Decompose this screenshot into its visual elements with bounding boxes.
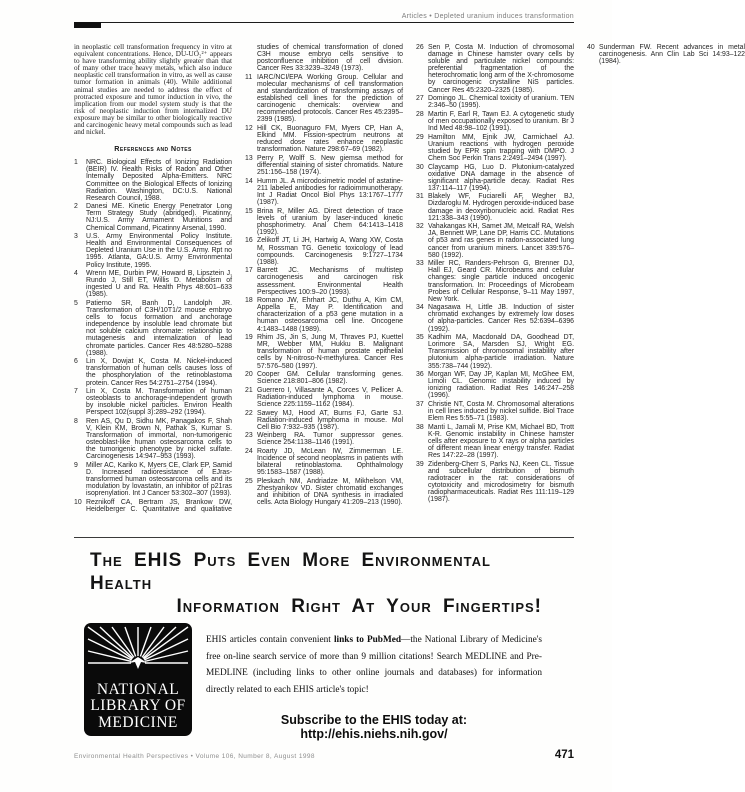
reference-item (245, 432, 403, 446)
reference-number: 2 (74, 203, 78, 211)
reference-item (74, 462, 232, 497)
reference-number: 11 (245, 73, 253, 81)
reference-item (416, 111, 574, 132)
reference-text: Miller AC, Kariko K, Myers CE, Clark EP, Samid D. Increased radioresistance of EJras-transformed human osteosarcoma cells and its modulation by lovastatin, an inhibitor of p21ras isoprenylation. Int J Cancer 53:302–307 (1993). (86, 462, 232, 498)
reference-text: Danesi ME. Kinetic Energy Penetrator Long Term Strategy Study (abridged). Picatinny, NJ:U.S. Army Armament Munitions and Chemical Command, Picatinny Arsenal, 1990. (86, 203, 232, 232)
reference-item (74, 418, 232, 461)
reference-text: Domingo JL. Chemical toxicity of uranium. TEN 2:346–50 (1995). (428, 95, 574, 110)
reference-text: Vahakangas KH, Samet JM, Metcalf RA, Welsh JA, Bennett WP, Lane DP, Harris CC. Mutations of p53 and ras genes in radon-associated lung cancer from uranium miners. Lancet 339:576–580 (1992). (428, 223, 574, 259)
reference-item (416, 371, 574, 399)
reference-number: 23 (245, 432, 253, 440)
reference-item (416, 134, 574, 162)
reference-text: Reznikoff CA, Bertram JS, Brankow DW, Heidelberger C. Quantitative and qualitative studies of chemical transformation of cloned C3H mouse embryo cells sensitive to postconfluence inhibition of cell division. Cancer Res 33:3239–3249 (1973). (86, 44, 403, 514)
reference-item (74, 300, 232, 357)
reference-number: 25 (245, 477, 253, 485)
reference-item (74, 358, 232, 386)
reference-item (416, 44, 574, 94)
reference-item (245, 74, 403, 124)
reference-text: Lin X, Dowjat K, Costa M. Nickel-induced transformation of human cells causes loss of the phosphorylation of the retinoblastoma protein. Cancer Res 54:2751–2754 (1994). (86, 358, 232, 387)
reference-item (74, 159, 232, 202)
reference-text: Kadhim MA, Macdonald DA, Goodhead DT, Lorimore SA, Marsden SJ, Wright EG. Transmission of chromosomal instability after plutonium alpha-particle irradiation. Nature 355:738–744 (1992). (428, 334, 574, 370)
reference-number: 38 (416, 423, 424, 431)
reference-text: Lin X, Costa M. Transformation of human osteoblasts to anchorage-independent growth by insoluble nickel particles. Environ Health Perspect 102(suppl 3):289–292 (1994). (86, 388, 232, 417)
reference-item (245, 155, 403, 176)
subscribe-cta (206, 713, 542, 741)
reference-item (416, 260, 574, 303)
reference-number: 13 (245, 154, 253, 162)
reference-text: Hamilton MM, Ejnik JW, Carmichael AJ. Uranium reactions with hydrogen peroxide studied by EPR spin trapping with DMPO. J Chem Soc Perkin Trans 2:2491–2494 (1997). (428, 133, 574, 162)
reference-item (74, 203, 232, 231)
closing-paragraph: in neoplastic cell transformation frequency in vitro at equivalent concentrations. Hence, DU-UO₂²⁺ appears to have transforming ability slightly greater than that of many other trace heavy metals, which also induce neoplastic cell transformation in vitro, as well as cause tumor formation in animals (40). While additional animal studies are needed to address the effect of protracted exposure and tumor induction in vivo, the implication from our model system study is that the risk of neoplastic induction from internalized DU exposure may be similar to other biologically reactive and carcinogenic heavy metal compounds such as lead and nickel. (74, 43, 232, 137)
running-head-text: Articles • Depleted uranium induces transformation (401, 13, 574, 20)
reference-item (245, 371, 403, 385)
reference-text: Brina R, Miller AG. Direct detection of trace levels of uranium by laser-induced kinetic phosphorimetry. Anal Chem 64:1413–1418 (1992). (257, 207, 403, 236)
reference-item (245, 237, 403, 265)
reference-item (416, 95, 574, 109)
reference-item (416, 304, 574, 332)
reference-number: 32 (416, 223, 424, 231)
reference-number: 33 (416, 260, 424, 268)
ad-body-row (84, 623, 542, 741)
reference-item (245, 208, 403, 236)
ad-headline-line2: Information Right At Your Fingertips! (176, 596, 542, 617)
reference-number: 31 (416, 193, 424, 201)
reference-item (74, 270, 232, 298)
reference-number: 28 (416, 110, 424, 118)
reference-text: IARC/NCI/EPA Working Group. Cellular and molecular mechanisms of cell transformation and standardization of transforming assays of established cell lines for the prediction of carcinogenic chemicals: overview and recommended protocols. Cancer Res 45:2395–2399 (1985). (257, 73, 403, 124)
reference-text: Zelikoff JT, Li JH, Hartwig A, Wang XW, Costa M, Rossman TG. Genetic toxicology of lead compounds. Carcinogenesis 9:1727–1734 (1988). (257, 237, 403, 266)
reference-number: 19 (245, 334, 253, 342)
reference-item (416, 164, 574, 192)
reference-text: NRC. Biological Effects of Ionizing Radiation (BEIR) IV. Health Risks of Radon and Other Internally Deposited Alpha-Emitters. NRC Committee on the Biological Effects of Ionizing Radiation. Washington, DC:U.S. National Research Council, 1988. (86, 159, 232, 202)
reference-item (416, 223, 574, 258)
reference-text: Christie NT, Costa M. Chromosomal alterations in cell lines induced by nickel sulfide. Biol Trace Elem Res 5:55–71 (1983). (428, 401, 574, 423)
reference-number: 16 (245, 237, 253, 245)
reference-text: Humm JL. A microdosimetric model of astatine-211 labeled antibodies for radioimmunotherapy. Int J Radiat Oncol Biol Phys 13:1767–1777 (1987). (257, 177, 403, 206)
reference-item (416, 401, 574, 422)
reference-number: 30 (416, 163, 424, 171)
reference-number: 8 (74, 418, 78, 425)
reference-item (74, 233, 232, 268)
reference-text: Blakely WF, Fuciarelli AF, Wegher BJ, Dizdaroglu M. Hydrogen peroxide-induced base damage in deoxyribonucleic acid. Radiat Res 121:338–343 (1990). (428, 193, 574, 222)
reference-number: 14 (245, 177, 253, 185)
reference-number: 5 (74, 300, 78, 307)
reference-text: Roarty JD, McLean IW, Zimmerman LE. Incidence of second neoplasms in patients with bilateral retinoblastoma. Ophthalmology 95:1583–1587 (1988). (257, 448, 403, 477)
reference-text: Zidenberg-Cherr S, Parks NJ, Keen CL. Tissue and subcellular distribution of bismuth radiotracer in the rat: considerations of cytotoxicity and microdosimetry for bismuth radiopharmaceuticals. Radiat Res 111:119–129 (1987). (428, 460, 574, 504)
reference-number: 17 (245, 267, 253, 275)
reference-text: Cooper GM. Cellular transforming genes. Science 218:801–806 (1982). (257, 371, 403, 386)
reference-item (245, 387, 403, 408)
reference-text: Weinberg RA. Tumor suppressor genes. Science 254:1138–1146 (1991). (257, 432, 403, 447)
reference-item (416, 424, 574, 459)
reference-number: 6 (74, 358, 78, 366)
reference-number: 24 (245, 448, 253, 456)
reference-text: Perry P, Wolff S. New giemsa method for differential staining of sister chromatids. Nature 251:156–158 (1974). (257, 154, 403, 177)
reference-text: U.S. Army Environmental Policy Institute. Health and Environmental Consequences of Depleted Uranium Use in the U.S. Army. Rpt no 1995. Atlanta, GA:U.S. Army Environmental Policy Institute, 1995. (86, 233, 232, 269)
subscribe-url[interactable]: http://ehis.niehs.nih.gov/ (300, 727, 448, 741)
ad-body-text (206, 632, 542, 698)
reference-number: 20 (245, 371, 253, 379)
reference-item (245, 297, 403, 332)
references-heading: References and Notes (114, 144, 192, 154)
ad-body-pre: EHIS articles contain convenient (206, 635, 334, 645)
reference-item (245, 178, 403, 206)
reference-text: Hill CK, Buonaguro FM, Myers CP, Han A, Elkind MM. Fission-spectrum neutrons at reduced dose rates enhance neoplastic transformation. Nature 298:67–69 (1982). (257, 125, 403, 154)
reference-number: 27 (416, 95, 424, 103)
reference-number: 26 (416, 44, 424, 51)
reference-item (245, 478, 403, 506)
reference-text: Miller RC, Randers-Pehrson G, Brenner DJ, Hall EJ, Geard CR. Microbeams and cellular changes: single particle induced oncogenic transformation. In: Proceedings of Microbeam Probes of Cellular Response, 9–11 May 1997, New York. (428, 260, 574, 303)
reference-text: Wrenn ME, Durbin PW, Howard B, Lipsztein J, Rundo J, Still ET, Willis D. Metabolism of ingested U and Ra. Health Phys 48:601–633 (1985). (86, 270, 232, 299)
reference-text: Martin F, Earl R, Tawn EJ. A cytogenetic study of men occupationally exposed to uranium. Br J Ind Med 48:98–102 (1991). (428, 110, 574, 133)
reference-text: Barrett JC. Mechanisms of multistep carcinogenesis and carcinogen risk assessment. Environmental Health Perspectives 100:9–20 (1993). (257, 267, 403, 296)
reference-number: 15 (245, 207, 253, 215)
reference-item (416, 334, 574, 369)
reference-text: Rhim JS, Jin S, Jung M, Thraves PJ, Kuettel MR, Webber MM, Hukku B. Malignant transformation of human prostate epithelial cells by N-nitroso-N-methylurea. Cancer Res 57:576–580 (1997). (257, 334, 403, 370)
ad-body-bold: links to PubMed (333, 635, 402, 645)
reference-number: 29 (416, 133, 424, 141)
reference-number: 1 (74, 159, 78, 167)
reference-number: 36 (416, 371, 424, 379)
reference-item (587, 44, 745, 65)
ad-body-post: —the National Library of Medicine's free on-line search service of more than 9 million citations! Search MEDLINE and Pre-MEDLINE (including links to other online journals and databases) for information directly related to each EHIS article's topic! (206, 635, 543, 695)
reference-text: Sen P, Costa M. Induction of chromosomal damage in Chinese hamster ovary cells by soluble and particulate nickel compounds: preferential fragmentation of the heterochromatic long arm of the X-chromosome by carcinogenic crystalline NiS particles. Cancer Res 45:2320–2325 (1985). (428, 44, 574, 94)
reference-text: Nagasawa H, Little JB. Induction of sister chromatid exchanges by extremely low doses of alpha-particles. Cancer Res 52:6394–6396 (1992). (428, 304, 574, 333)
ad-headline-line1: The EHIS Puts Even More Environmental Health (90, 550, 491, 594)
reference-number: 39 (416, 460, 424, 468)
reference-number: 7 (74, 388, 78, 396)
reference-text: Sawey MJ, Hood AT, Burns FJ, Garte SJ. Radiation-induced lymphoma in mouse. Mol Cell Bio 7:932–935 (1987). (257, 409, 403, 431)
subscribe-label: Subscribe to the EHIS today at: (280, 713, 468, 727)
reference-text: Claycamp HG, Luo D. Plutonium-catalyzed oxidative DNA damage in the absence of significant alpha-particle decay. Radiat Res 137:114–117 (1994). (428, 163, 574, 192)
reference-item (245, 125, 403, 153)
nlm-logo-line: NATIONAL (96, 680, 180, 698)
reference-text: Manti L, Jamali M, Prise KM, Michael BD, Trott K-R. Genomic instability in Chinese hamster cells after exposure to X rays or alpha particles of different mean linear energy transfer. Radiat Res 147:22–28 (1997). (428, 423, 574, 460)
reference-item (416, 461, 574, 504)
ad-copy (192, 623, 542, 741)
reference-text: Morgan WF, Day JP, Kaplan MI, McGhee EM, Limoli CL. Genomic instability induced by ionizing radiation. Radiat Res 146:247–258 (1996). (428, 371, 574, 400)
reference-text: Patierno SR, Banh D, Landolph JR. Transformation of C3H/10T1/2 mouse embryo cells to focus formation and anchorage independence by insoluble lead chromate but not soluble calcium chromate: relationship to mutagenesis and internalization of lead chromate particles. Cancer Res 48:5280–5288 (1988). (86, 300, 232, 357)
reference-item (245, 334, 403, 369)
reference-text: Pleskach NM, Andriadze M, Mikhelson VM, Zhestyanikov VD. Sister chromatid exchanges and inhibition of DNA synthesis in irradiated cells. Acta Biology Hungary 41:209–213 (1990). (257, 477, 403, 507)
reference-item (245, 448, 403, 476)
nlm-logo-line: MEDICINE (98, 713, 178, 731)
ehis-ad (84, 549, 542, 741)
page-number: 471 (554, 749, 574, 761)
reference-number: 9 (74, 462, 78, 470)
ad-headline (84, 549, 542, 618)
reference-number: 21 (245, 386, 253, 394)
reference-item (245, 410, 403, 431)
reference-number: 35 (416, 334, 424, 342)
reference-item (245, 267, 403, 295)
references-columns (74, 43, 745, 514)
nlm-logo-line: LIBRARY OF (90, 697, 186, 714)
header-rule (74, 22, 574, 23)
reference-text: Romano JW, Ehrhart JC, Duthu A, Kim CM, Appella E, May P. Identification and characterization of a p53 gene mutation in a human osteosarcoma cell line. Oncogene 4:1483–1488 (1989). (257, 297, 403, 333)
nlm-logo-text (84, 682, 192, 732)
end-of-article-rule (74, 537, 574, 538)
reference-number: 18 (245, 297, 253, 305)
running-head (74, 13, 574, 23)
nlm-logo (84, 623, 192, 736)
reference-number: 12 (245, 125, 253, 133)
reference-item (74, 388, 232, 416)
reference-number: 22 (245, 409, 253, 417)
journal-footer-line: Environmental Health Perspectives • Volume 106, Number 8, August 1998 (74, 753, 315, 760)
reference-number: 10 (74, 499, 82, 507)
reference-text: Sunderman FW. Recent advances in metal carcinogenesis. Ann Clin Lab Sci 14:93–122 (1984). (599, 44, 745, 66)
reference-number: 4 (74, 270, 78, 278)
page-footer (74, 749, 574, 761)
header-bar (74, 22, 101, 28)
reference-number: 34 (416, 304, 424, 312)
reference-number: 40 (587, 44, 595, 51)
reference-text: Ren AS, Qu D, Sidhu MK, Panagakos F, Shah V, Klein KM, Brown N, Pathak S, Kumar S. Transformation of immortal, non-tumorigenic osteoblast-like human osteosarcoma cells to the tumorigenic phenotype by nickel sulfate. Carcinogenesis 14:947–953 (1993). (86, 418, 232, 461)
reference-text: Guerrero I, Villasante A, Corces V, Pellicer A. Radiation-induced lymphoma in mouse. Science 225:1159–1162 (1984). (257, 386, 403, 408)
reference-number: 3 (74, 233, 78, 241)
reference-item (416, 193, 574, 221)
reference-number: 37 (416, 401, 424, 408)
